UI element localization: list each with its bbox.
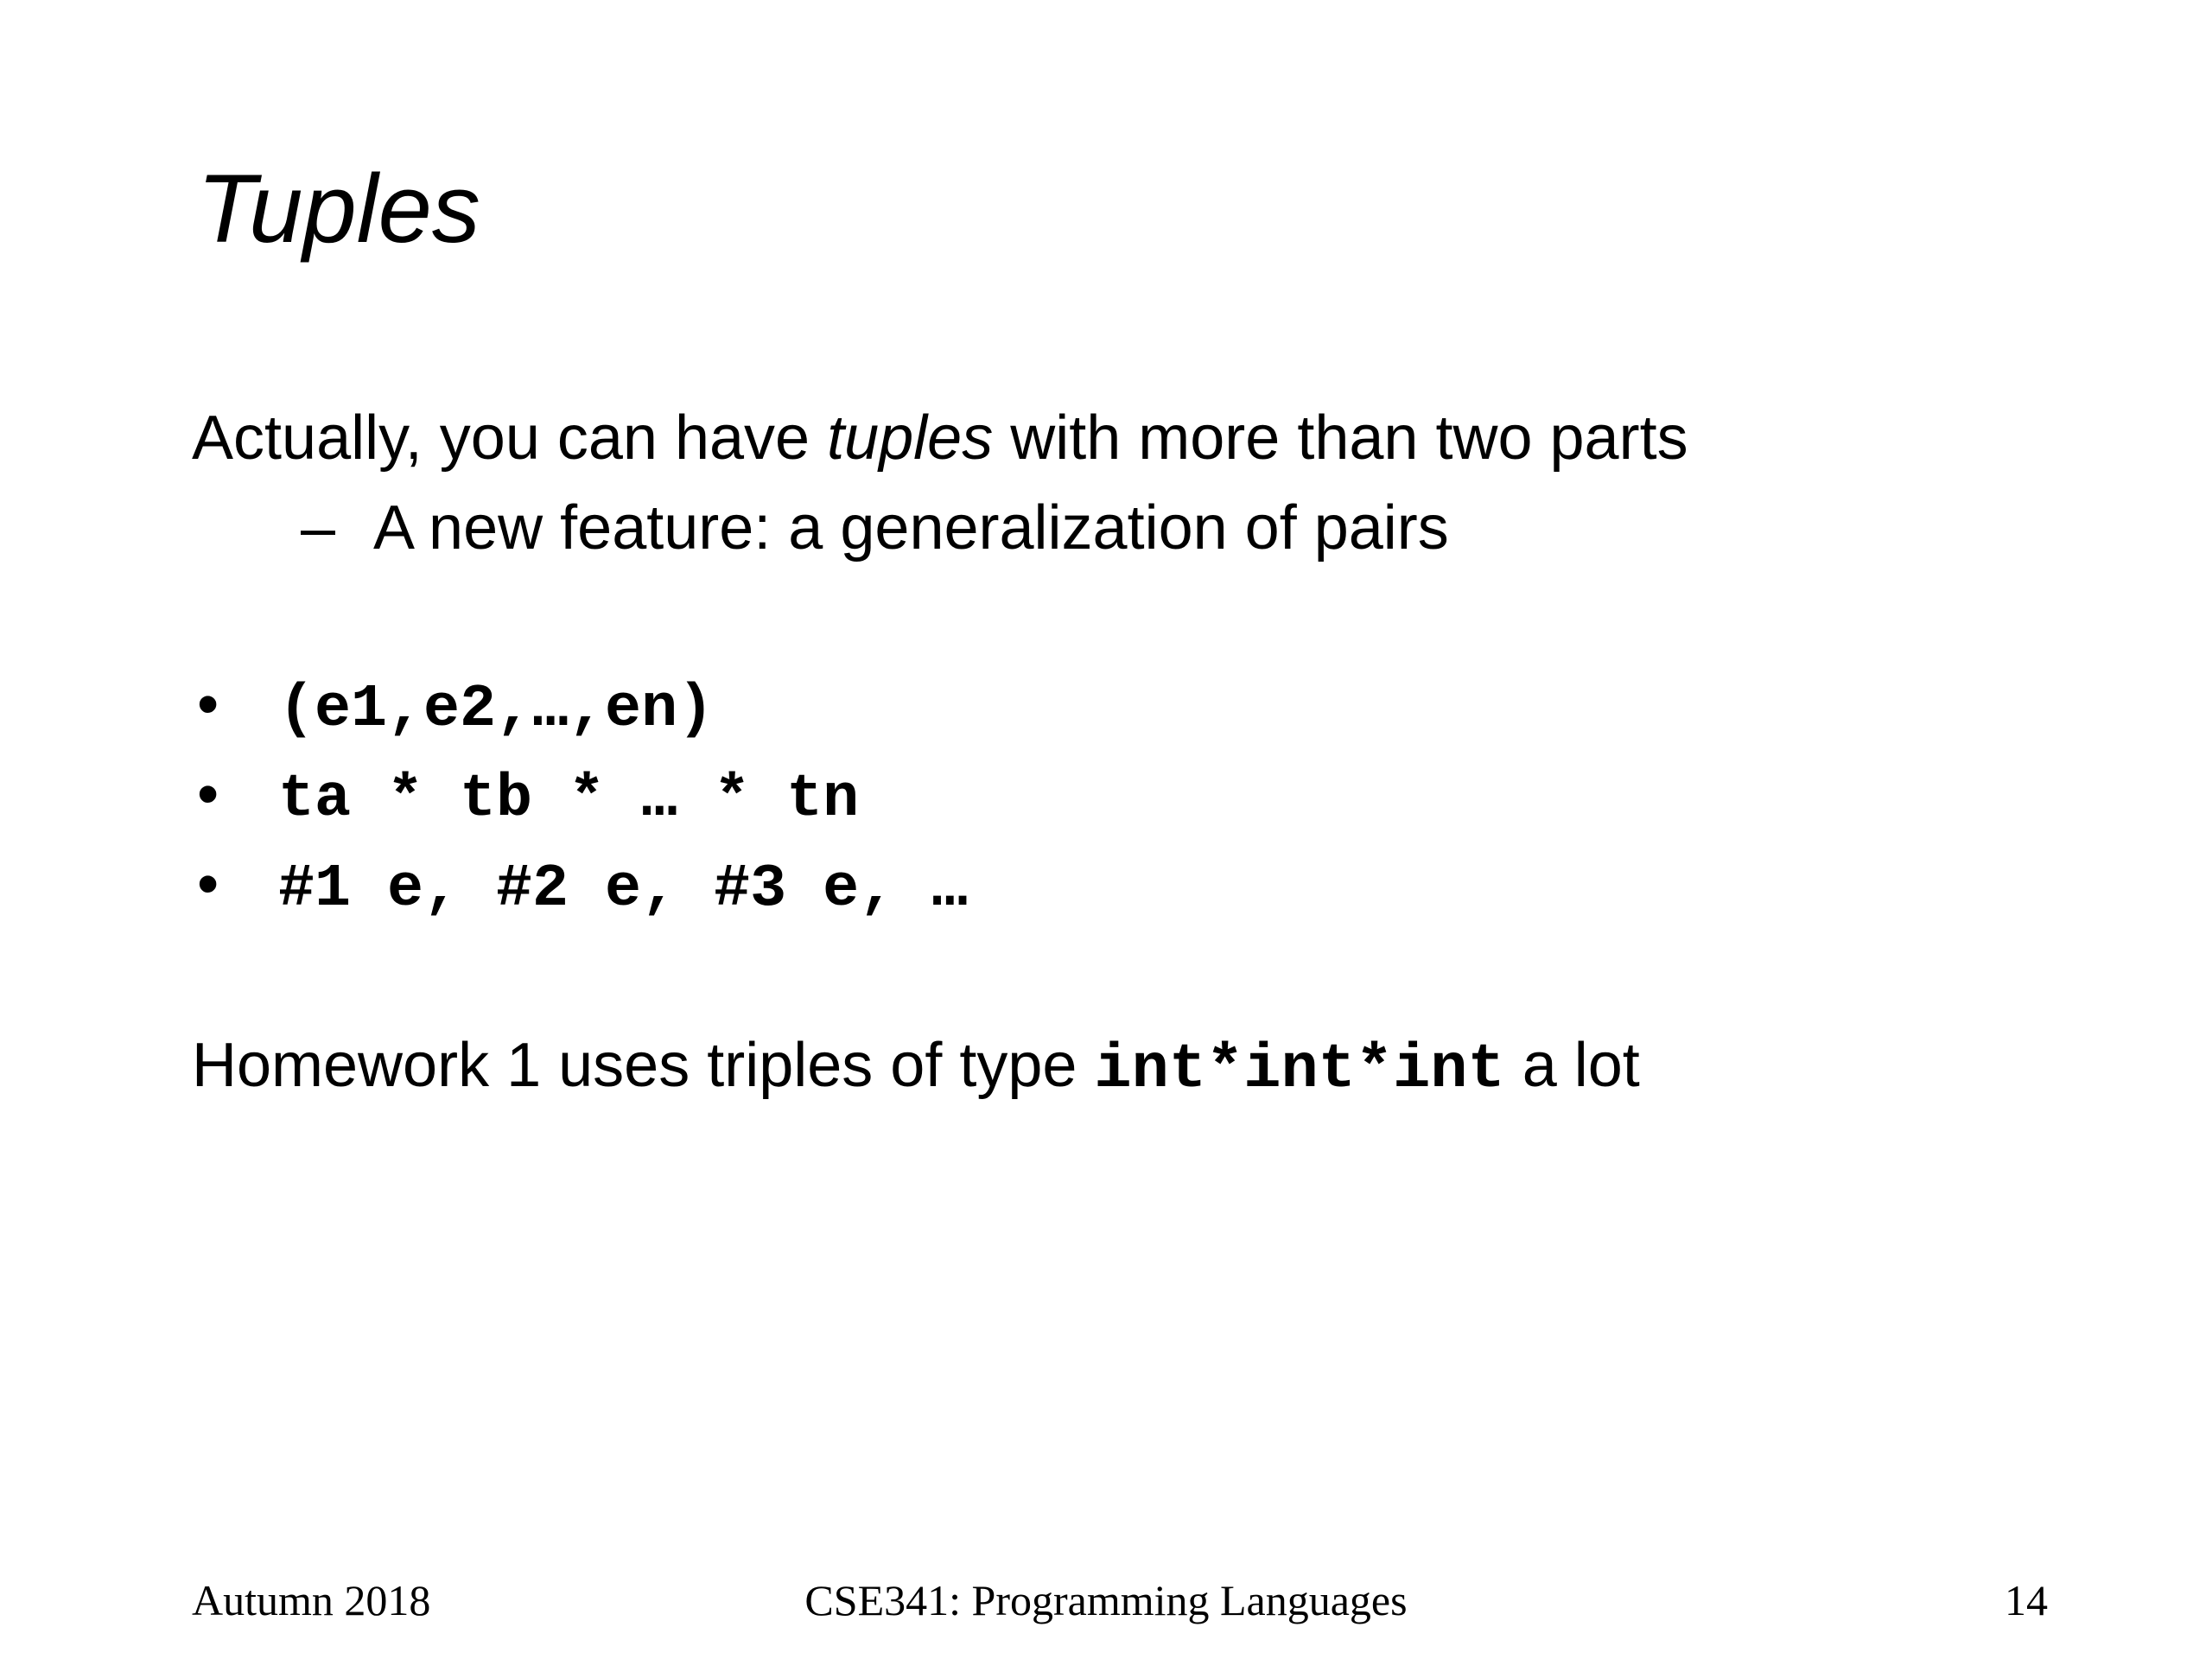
bullet-marker: •: [197, 670, 219, 739]
homework-paragraph: [192, 1030, 1640, 1106]
bullet-code: #1 e, #2 e, #3 e, …: [278, 855, 969, 924]
slide-title: Tuples: [197, 155, 480, 263]
homework-code: int*int*int: [1094, 1034, 1505, 1105]
intro-text-start: Actually, you can have: [192, 404, 828, 473]
bullet-item-tuple-type: [197, 759, 859, 836]
footer-term: Autumn 2018: [192, 1576, 431, 1624]
sub-point-text: A new feature: a generalization of pairs: [373, 493, 1449, 563]
homework-text-end: a lot: [1504, 1031, 1640, 1100]
intro-emphasis: tuples: [827, 404, 994, 473]
sub-point: [301, 493, 1449, 564]
footer-page-number: 14: [2005, 1576, 2048, 1624]
footer-course: CSE341: Programming Languages: [804, 1576, 1408, 1624]
bullet-code: ta * tb * … * tn: [278, 766, 860, 834]
bullet-code: (e1,e2,…,en): [278, 676, 715, 744]
bullet-marker: •: [197, 849, 219, 918]
bullet-item-tuple-expression: [197, 669, 714, 746]
dash-marker: –: [301, 493, 336, 563]
intro-paragraph: [192, 403, 1688, 474]
intro-text-end: with more than two parts: [993, 404, 1688, 473]
bullet-item-tuple-access: [197, 849, 968, 925]
homework-text-start: Homework 1 uses triples of type: [192, 1031, 1095, 1100]
bullet-marker: •: [197, 760, 219, 829]
